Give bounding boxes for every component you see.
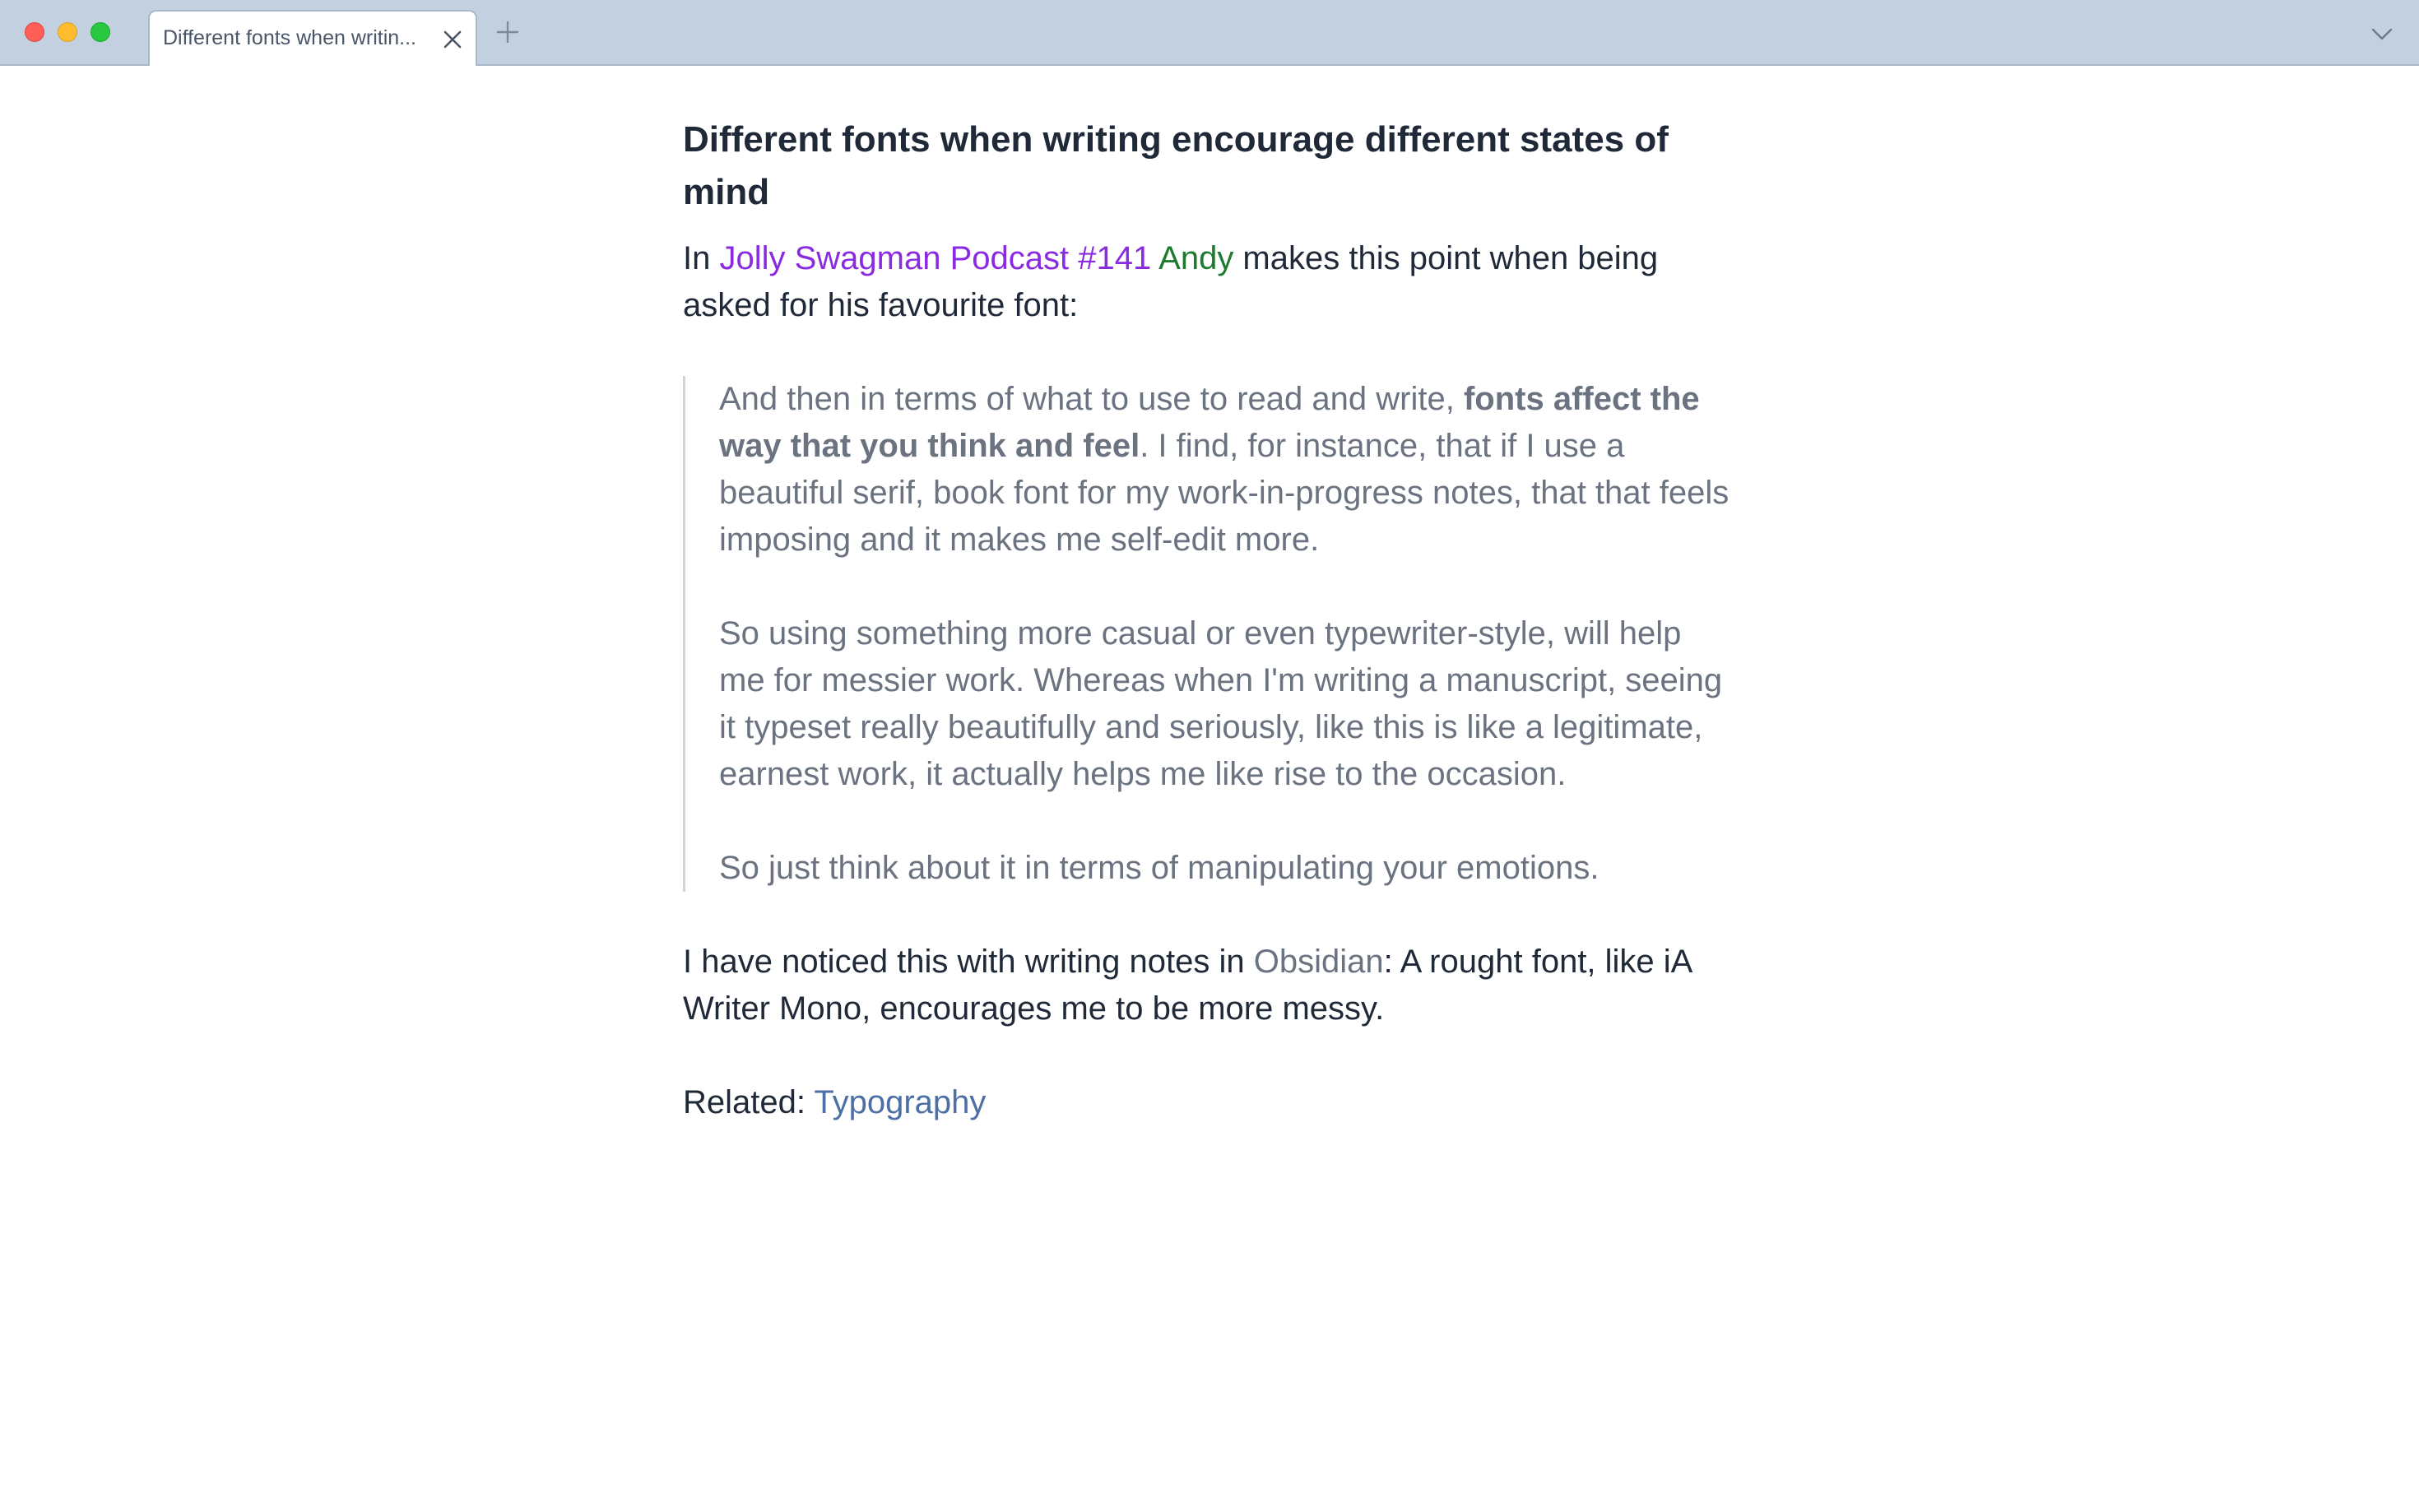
obsidian-link[interactable]: Obsidian xyxy=(1253,944,1384,980)
person-link[interactable]: Andy xyxy=(1158,240,1234,276)
window-maximize-icon[interactable] xyxy=(91,22,110,42)
observation-prefix: I have noticed this with writing notes in xyxy=(683,944,1254,980)
note-content xyxy=(683,114,1736,1126)
tab-close-icon[interactable] xyxy=(441,28,464,51)
podcast-link[interactable]: Jolly Swagman Podcast #141 xyxy=(719,240,1152,276)
observation-suffix: : A rought font, like iA Writer Mono, encourages me to be more messy. xyxy=(683,944,1692,1027)
new-tab-plus-icon[interactable] xyxy=(494,18,522,46)
quote-p1-start: And then in terms of what to use to read and write, xyxy=(719,381,1464,417)
tabs-dropdown-chevron-down-icon[interactable] xyxy=(2370,25,2394,43)
intro-prefix: In xyxy=(683,240,720,276)
quote-p1-bold: fonts affect the way that you think and feel xyxy=(719,381,1700,464)
window-minimize-icon[interactable] xyxy=(58,22,77,42)
intro-suffix: makes this point when being asked for his favourite font: xyxy=(683,240,1659,323)
quote-paragraph-2: So using something more casual or even typewriter-style, will help me for messier work. Whereas when I'm writing a manuscript, seeing it typeset really beautifully and seriously, like this is like a legitimate, earnest work, it actually helps me like rise to the occasion. xyxy=(719,615,1723,792)
related-label: Related: xyxy=(683,1084,815,1120)
window-close-icon[interactable] xyxy=(25,22,44,42)
quote-p1-end: . I find, for instance, that if I use a beautiful serif, book font for my work-in-progress notes, that that feels imposing and it makes me self-edit more. xyxy=(719,428,1730,558)
tab-title: Different fonts when writin... xyxy=(163,26,417,49)
related-line xyxy=(683,1079,1736,1126)
typography-link[interactable]: Typography xyxy=(814,1084,987,1120)
quote-paragraph-3: So just think about it in terms of manipulating your emotions. xyxy=(719,850,1600,886)
page-title: Different fonts when writing encourage different states of mind xyxy=(683,119,1669,212)
observation-paragraph xyxy=(683,939,1736,1032)
quote-paragraph-1 xyxy=(719,376,1736,564)
active-tab[interactable] xyxy=(148,10,477,66)
title-bar xyxy=(0,0,2419,66)
intro-space xyxy=(1151,240,1158,276)
intro-paragraph xyxy=(683,235,1736,329)
blockquote xyxy=(683,376,1736,892)
